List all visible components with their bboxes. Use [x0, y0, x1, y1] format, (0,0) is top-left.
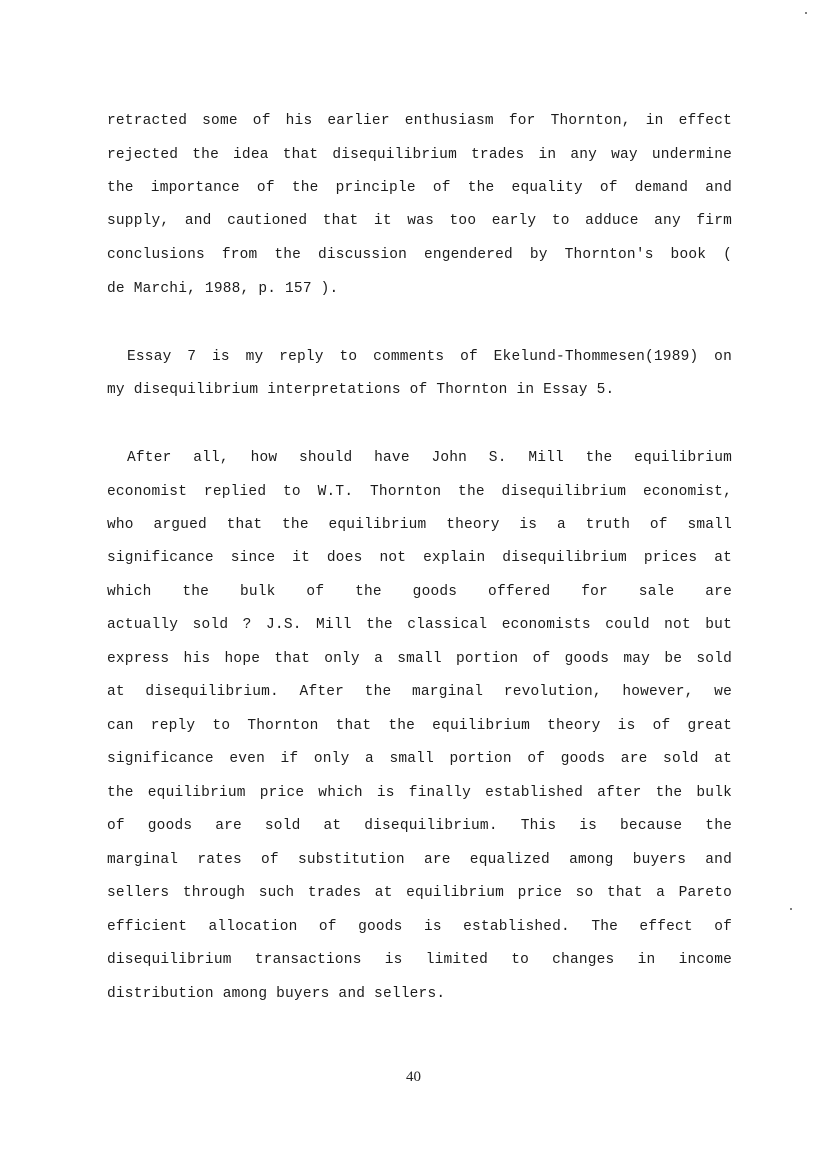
text-line: the importance of the principle of the equality of demand and — [107, 180, 732, 196]
text-line: de Marchi, 1988, p. 157 ). — [107, 281, 339, 297]
text-line: express his hope that only a small portion of goods may be sold — [107, 651, 732, 667]
text-line: can reply to Thornton that the equilibrium theory is of great — [107, 718, 732, 734]
text-line: sellers through such trades at equilibrium price so that a Pareto — [107, 885, 732, 901]
text-line: who argued that the equilibrium theory is a truth of small — [107, 517, 732, 533]
text-line: of goods are sold at disequilibrium. This is because the — [107, 818, 732, 834]
text-line: economist replied to W.T. Thornton the disequilibrium economist, — [107, 484, 732, 500]
text-line: Essay 7 is my reply to comments of Ekelund-Thommesen(1989) on — [127, 349, 732, 365]
page-number: 40 — [406, 1069, 421, 1085]
text-line: distribution among buyers and sellers. — [107, 986, 446, 1002]
text-line: efficient allocation of goods is established. The effect of — [107, 919, 732, 935]
text-line: rejected the idea that disequilibrium trades in any way undermine — [107, 147, 732, 163]
text-line: the equilibrium price which is finally established after the bulk — [107, 785, 732, 801]
text-line: at disequilibrium. After the marginal revolution, however, we — [107, 684, 732, 700]
text-line: which the bulk of the goods offered for sale are — [107, 584, 732, 600]
text-line: significance even if only a small portion of goods are sold at — [107, 751, 732, 767]
scan-speck — [790, 908, 792, 910]
text-line: disequilibrium transactions is limited to changes in income — [107, 952, 732, 968]
text-line: marginal rates of substitution are equalized among buyers and — [107, 852, 732, 868]
text-line: my disequilibrium interpretations of Thornton in Essay 5. — [107, 382, 615, 398]
text-line: supply, and cautioned that it was too early to adduce any firm — [107, 213, 732, 229]
scan-speck — [805, 12, 807, 14]
text-line: actually sold ? J.S. Mill the classical economists could not but — [107, 617, 732, 633]
text-line: significance since it does not explain disequilibrium prices at — [107, 550, 732, 566]
text-line: conclusions from the discussion engendered by Thornton's book ( — [107, 247, 732, 263]
text-line: After all, how should have John S. Mill the equilibrium — [127, 450, 732, 466]
text-line: retracted some of his earlier enthusiasm for Thornton, in effect — [107, 113, 732, 129]
